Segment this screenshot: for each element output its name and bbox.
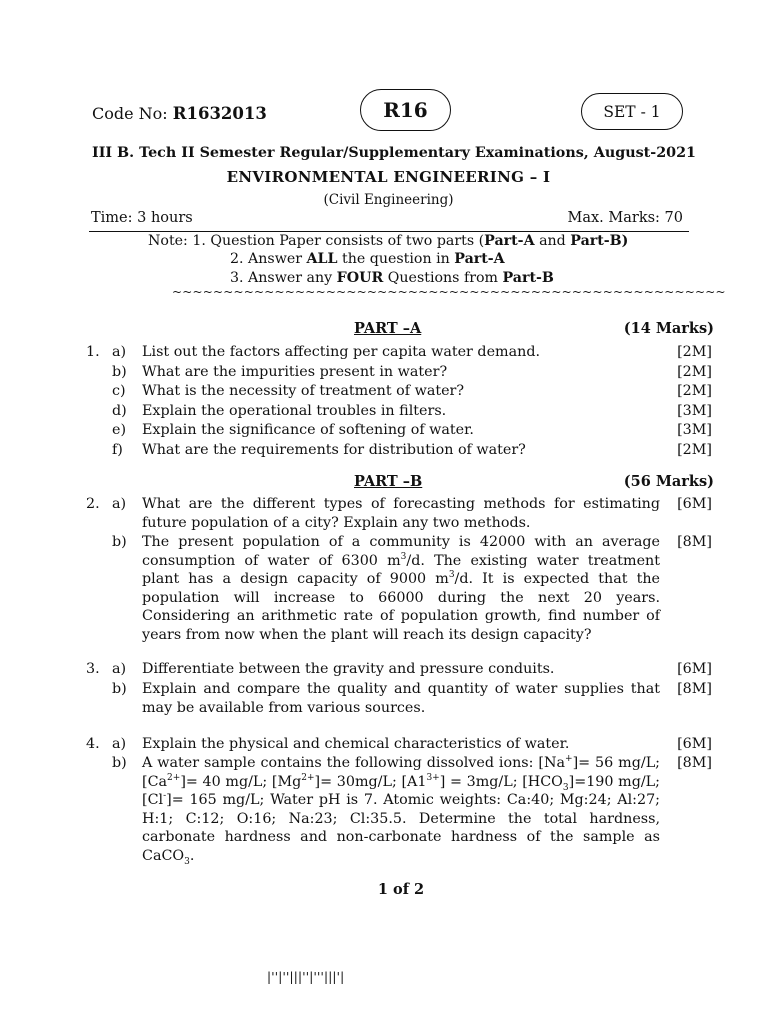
question-2a-marks: [6M] (677, 496, 712, 512)
time-allowed: Time: 3 hours (91, 210, 193, 226)
question-2b-marks: [8M] (677, 534, 712, 550)
question-2a-label: a) (112, 496, 127, 512)
question-1-sub-text: What are the requirements for distribution of water? (142, 442, 526, 458)
question-4-number: 4. (86, 736, 100, 752)
part-a-title: PART –A (354, 320, 422, 337)
branch-name: (Civil Engineering) (323, 192, 454, 208)
part-b-marks: (56 Marks) (623, 473, 714, 490)
page-number: 1 of 2 (377, 881, 425, 898)
question-1-sub-label: a) (112, 344, 127, 360)
max-marks: Max. Marks: 70 (567, 210, 683, 226)
question-3b-text: Explain and compare the quality and quantity of water supplies that may be available from various sources. (142, 681, 660, 716)
question-3a-text: Differentiate between the gravity and pressure conduits. (142, 661, 555, 677)
question-4b-label: b) (112, 755, 127, 771)
question-4b-text: A water sample contains the following dissolved ions: [Na+]= 56 mg/L; $[Ca^{2+}]= 40$ mg/L; $[Mg^{2+}]= 30mg/L$; $[A1^{3+}] = 3mg/L$; $[HCO_3]=190$ mg/L; [Cl-]= 165 mg/L; Water pH is 7. Atomic weights: Ca:40; Mg:24; Al:27; H:1; C:12; O:16; Na:23; Cl:35.5. Determine the total hardness, carbonate hardness and non-carbonate hardness of the sample as CaCO$_3$. (142, 754, 660, 867)
question-4a-text: Explain the physical and chemical characteristics of water. (142, 736, 570, 752)
question-1-sub-label: b) (112, 364, 127, 380)
question-1-sub-marks: [3M] (677, 422, 712, 438)
question-1-sub-text: List out the factors affecting per capita water demand. (142, 344, 541, 360)
code-label: Code No: (92, 104, 173, 123)
question-1-sub-text: What is the necessity of treatment of water? (142, 383, 465, 399)
question-1-sub-label: e) (112, 422, 127, 438)
part-a-marks: (14 Marks) (623, 320, 714, 337)
question-1-sub-marks: [2M] (677, 344, 712, 360)
code-number (92, 104, 267, 123)
note-2: 2. Answer ALL the question in Part-A (230, 251, 505, 267)
regulation-badge: R16 (360, 89, 451, 131)
question-1-sub-label: f) (112, 442, 123, 458)
note-3: 3. Answer any FOUR Questions from Part-B (230, 270, 554, 286)
code-value: R1632013 (172, 104, 267, 123)
question-2-number: 2. (86, 496, 100, 512)
question-1-sub-text: Explain the significance of softening of water. (142, 422, 474, 438)
question-1-sub-text: What are the impurities present in water? (142, 364, 448, 380)
note-1: Note: 1. Question Paper consists of two parts (Part-A and Part-B) (148, 233, 629, 249)
question-3a-label: a) (112, 661, 127, 677)
exam-title: III B. Tech II Semester Regular/Supplementary Examinations, August-2021 (92, 145, 696, 161)
question-1-sub-marks: [2M] (677, 364, 712, 380)
tilde-separator: ~~~~~~~~~~~~~~~~~~~~~~~~~~~~~~~~~~~~~~~~~~~~~~~~~~~~~~ (172, 285, 726, 299)
part-b-title: PART –B (354, 473, 423, 490)
question-1-sub-marks: [3M] (677, 403, 712, 419)
question-3-number: 3. (86, 661, 100, 677)
question-3b-label: b) (112, 681, 127, 697)
question-1-sub-text: Explain the operational troubles in filters. (142, 403, 447, 419)
question-1-sub-label: c) (112, 383, 126, 399)
question-1-sub-marks: [2M] (677, 383, 712, 399)
question-4b-marks: [8M] (677, 755, 712, 771)
question-2b-label: b) (112, 534, 127, 550)
question-3a-marks: [6M] (677, 661, 712, 677)
set-badge: SET - 1 (581, 93, 683, 130)
question-1-sub-marks: [2M] (677, 442, 712, 458)
barcode-glyphs: |''|''|||''|'''|||'| (267, 970, 345, 984)
question-2a-text: What are the different types of forecasting methods for estimating future population of a city? Explain any two methods. (142, 496, 660, 531)
question-1-sub-label: d) (112, 403, 127, 419)
question-2b-text: The present population of a community is 42000 with an average consumption of water of 6300 $m^3/d$. The existing water treatment plant has a design capacity of 9000 $m^3/d$. It is expected that the population will increase to 66000 during the next 20 years. Considering an arithmetic rate of population growth, find number of years from now when the plant will reach its design capacity? (142, 534, 660, 643)
subject-title: ENVIRONMENTAL ENGINEERING – I (226, 168, 551, 186)
header-divider (89, 231, 689, 232)
question-1-number: 1. (86, 344, 100, 360)
question-4a-label: a) (112, 736, 127, 752)
question-3b-marks: [8M] (677, 681, 712, 697)
question-4a-marks: [6M] (677, 736, 712, 752)
